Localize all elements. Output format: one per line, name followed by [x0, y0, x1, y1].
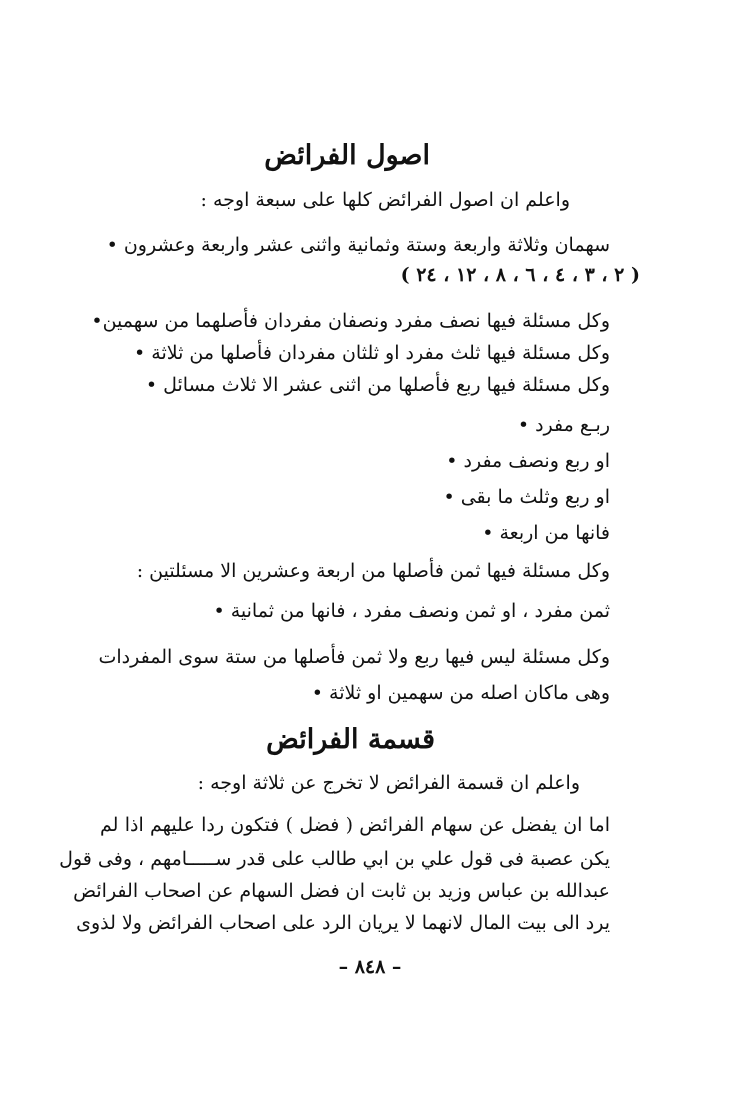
text-line-eighth-cases: ثمن مفرد ، او ثمن ونصف مفرد ، فانها من ثمانية •	[213, 600, 610, 622]
paragraph-line-4: يرد الى بيت المال لانهما لا يريان الرد على اصحاب الفرائض ولا لذوى	[76, 912, 610, 934]
text-line-single-quarter: ربـع مفرد •	[517, 414, 610, 436]
intro-line-division: واعلم ان قسمة الفرائض لا تخرج عن ثلاثة اوجه :	[197, 772, 580, 794]
text-line-two-or-three: وهى ماكان اصله من سهمين او ثلاثة •	[311, 682, 610, 704]
text-line-numbers: ( ٢ ، ٣ ، ٤ ، ٦ ، ٨ ، ١٢ ، ٢٤ )	[400, 264, 640, 286]
section-heading-division: قسمة الفرائض	[266, 724, 435, 755]
text-line-third: وكل مسئلة فيها ثلث مفرد او ثلثان مفردان فأصلها من ثلاثة •	[134, 342, 610, 364]
text-line-quarter: وكل مسئلة فيها ربع فأصلها من اثنى عشر الا ثلاث مسائل •	[145, 374, 610, 396]
text-line-shares-list: سهمان وثلاثة واربعة وستة وثمانية واثنى عشر واربعة وعشرون •	[106, 234, 610, 256]
paragraph-line-2: يكن عصبة فى قول علي بن ابي طالب على قدر ســـــامهم ، وفى قول	[59, 848, 610, 870]
paragraph-line-3: عبدالله بن عباس وزيد بن ثابت ان فضل السهام عن اصحاب الفرائض	[73, 880, 610, 902]
text-line-from-six: وكل مسئلة ليس فيها ربع ولا ثمن فأصلها من ستة سوى المفردات	[98, 646, 610, 668]
text-line-eighth: وكل مسئلة فيها ثمن فأصلها من اربعة وعشرين الا مسئلتين :	[136, 560, 610, 582]
text-line-quarter-third: او ربع وثلث ما بقى •	[443, 486, 610, 508]
paragraph-line-1: اما ان يفضل عن سهام الفرائض ( فضل ) فتكون ردا عليهم اذا لم	[100, 814, 610, 836]
text-line-from-four: فانها من اربعة •	[482, 522, 610, 544]
intro-line-bases: واعلم ان اصول الفرائض كلها على سبعة اوجه :	[200, 189, 570, 211]
text-line-half: وكل مسئلة فيها نصف مفرد ونصفان مفردان فأصلهما من سهمين•	[91, 310, 610, 332]
page-number: – ٨٤٨ –	[338, 956, 402, 978]
section-heading-inheritance-bases: اصول الفرائض	[264, 140, 430, 171]
text-line-quarter-half: او ربع ونصف مفرد •	[446, 450, 610, 472]
